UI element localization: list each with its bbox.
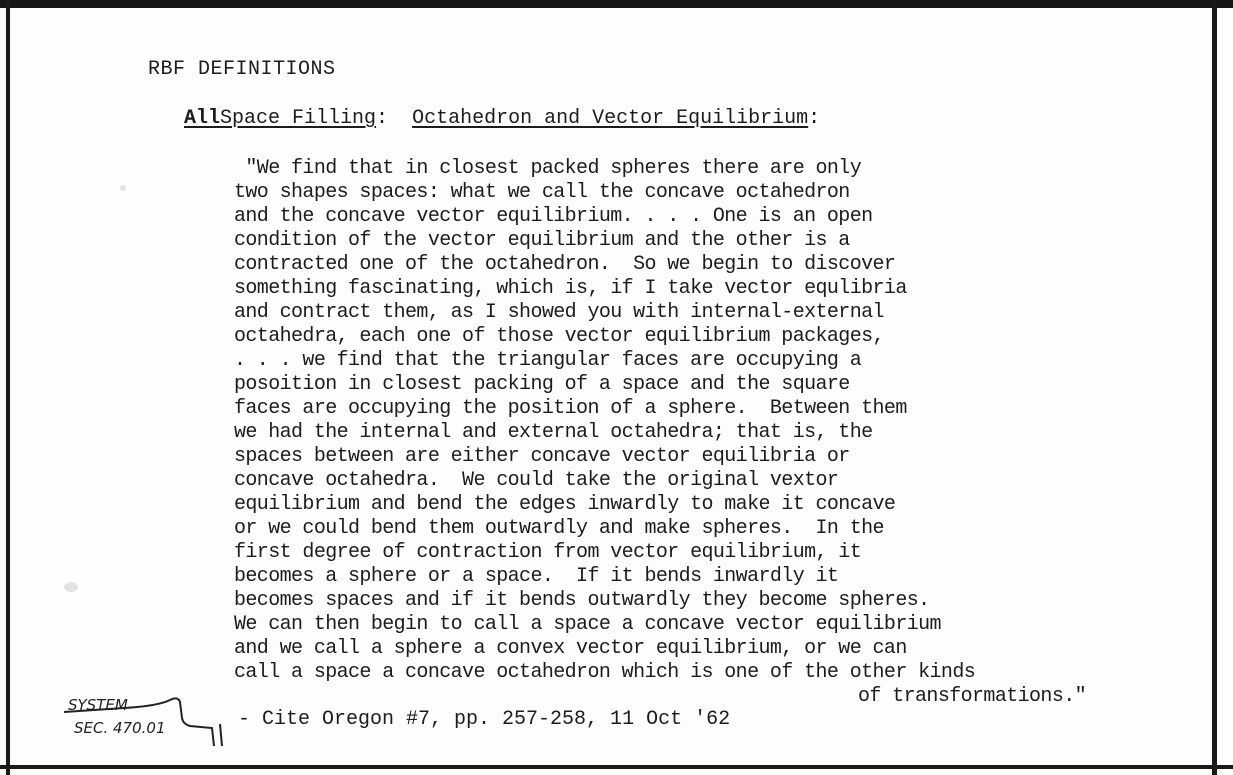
paper-speck bbox=[64, 582, 78, 592]
quote-line: contracted one of the octahedron. So we begin to discover bbox=[234, 253, 896, 276]
page-border-top bbox=[0, 0, 1233, 8]
page-border-left bbox=[6, 0, 10, 775]
quote-line: concave octahedra. We could take the original vextor bbox=[234, 469, 839, 492]
paper-speck bbox=[120, 185, 126, 191]
quote-line: "We find that in closest packed spheres there are only bbox=[234, 157, 862, 180]
heading-topic: Space Filling bbox=[220, 107, 377, 130]
quote-line: We can then begin to call a space a concave vector equilibrium bbox=[234, 613, 941, 636]
quote-line: two shapes spaces: what we call the concave octahedron bbox=[234, 181, 850, 204]
quote-last-line: of transformations." bbox=[858, 685, 1087, 708]
quote-line: and we call a sphere a convex vector equilibrium, or we can bbox=[234, 637, 907, 660]
quote-line: becomes spaces and if it bends outwardly they become spheres. bbox=[234, 589, 930, 612]
quote-line: posoition in closest packing of a space and the square bbox=[234, 373, 850, 396]
quote-line: octahedra, each one of those vector equilibrium packages, bbox=[234, 325, 884, 348]
definition-heading bbox=[184, 107, 820, 130]
quote-line: something fascinating, which is, if I take vector equlibria bbox=[234, 277, 907, 300]
quote-line: condition of the vector equilibrium and the other is a bbox=[234, 229, 850, 252]
page-border-right bbox=[1212, 0, 1217, 775]
quote-line: . . . we find that the triangular faces are occupying a bbox=[234, 349, 862, 372]
quote-line: first degree of contraction from vector equilibrium, it bbox=[234, 541, 862, 564]
quote-line: we had the internal and external octahedra; that is, the bbox=[234, 421, 873, 444]
handwritten-section-label: SEC. 470.01 bbox=[74, 719, 166, 737]
page-border-bottom bbox=[0, 765, 1233, 769]
quote-line: spaces between are either concave vector equilibria or bbox=[234, 445, 850, 468]
heading-prefix: All bbox=[184, 107, 221, 130]
handwritten-system-label: SYSTEM bbox=[68, 696, 128, 714]
heading-colon-end: : bbox=[808, 107, 821, 130]
handwritten-annotation bbox=[62, 688, 232, 748]
quote-line: becomes a sphere or a space. If it bends inwardly it bbox=[234, 565, 839, 588]
quote-line: or we could bend them outwardly and make spheres. In the bbox=[234, 517, 884, 540]
quotation-block bbox=[234, 157, 1134, 709]
page-title: RBF DEFINITIONS bbox=[148, 58, 336, 81]
source-citation: - Cite Oregon #7, pp. 257-258, 11 Oct '62 bbox=[238, 708, 731, 731]
heading-entry: Octahedron and Vector Equilibrium bbox=[412, 107, 809, 130]
quote-line: faces are occupying the position of a sphere. Between them bbox=[234, 397, 907, 420]
quote-line: call a space a concave octahedron which is one of the other kinds bbox=[234, 661, 976, 684]
quote-line: and contract them, as I showed you with internal-external bbox=[234, 301, 884, 324]
heading-colon: : bbox=[376, 107, 413, 130]
quote-line: and the concave vector equilibrium. . . . One is an open bbox=[234, 205, 873, 228]
quote-line: equilibrium and bend the edges inwardly to make it concave bbox=[234, 493, 896, 516]
